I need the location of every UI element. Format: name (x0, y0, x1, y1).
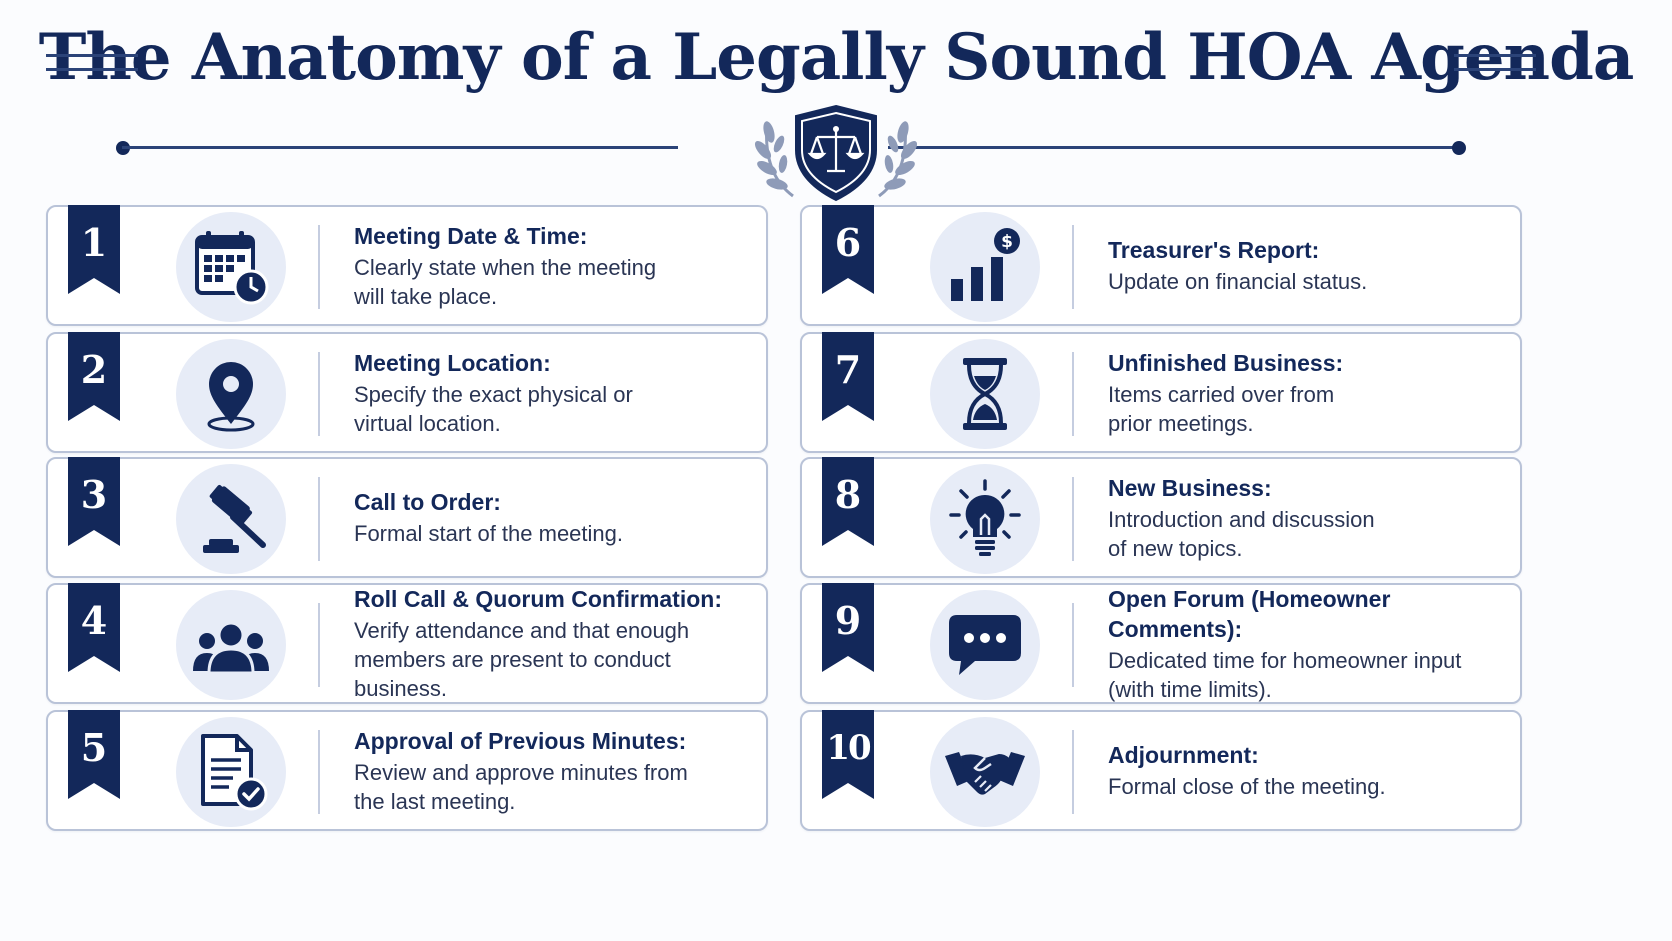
divider (1072, 730, 1074, 814)
item-title: New Business: (1108, 474, 1272, 501)
item-description: Specify the exact physical or virtual location. (354, 381, 633, 436)
item-number: 6 (834, 220, 862, 265)
agenda-item-3 (46, 457, 768, 578)
item-title: Meeting Date & Time: (354, 222, 588, 249)
item-title: Meeting Location: (354, 349, 551, 376)
item-description: Review and approve minutes from the last meeting. (354, 759, 688, 814)
divider (1072, 477, 1074, 561)
divider (318, 477, 320, 561)
icon-badge (176, 717, 286, 827)
icon-badge (930, 590, 1040, 700)
item-number: 1 (80, 220, 108, 265)
calendar-clock-icon (191, 227, 271, 307)
icon-badge (176, 339, 286, 449)
item-number: 10 (826, 728, 870, 768)
icon-badge (176, 212, 286, 322)
item-description: Verify attendance and that enough members are present to conduct business. (354, 618, 690, 701)
item-number: 8 (834, 472, 862, 517)
divider (318, 730, 320, 814)
lightbulb-icon (945, 479, 1025, 559)
item-title: Treasurer's Report: (1108, 237, 1320, 263)
agenda-item-6 (800, 205, 1522, 326)
document-check-icon (191, 732, 271, 812)
location-pin-icon (191, 354, 271, 434)
agenda-item-9 (800, 583, 1522, 704)
item-number: 3 (80, 472, 108, 517)
icon-badge (930, 717, 1040, 827)
handshake-icon (945, 732, 1025, 812)
divider (1072, 225, 1074, 309)
item-description: Introduction and discussion of new topics. (1108, 506, 1375, 561)
title-left-line-bottom (46, 68, 138, 71)
divider (1072, 352, 1074, 436)
speech-bubble-icon (945, 605, 1025, 685)
divider (318, 225, 320, 309)
item-number: 2 (80, 347, 108, 392)
icon-badge (176, 590, 286, 700)
scales-of-justice-shield-icon (733, 104, 939, 204)
divider (318, 352, 320, 436)
icon-badge (930, 464, 1040, 574)
divider (318, 603, 320, 687)
item-number: 7 (834, 347, 862, 392)
agenda-item-4 (46, 583, 768, 704)
agenda-item-5 (46, 710, 768, 831)
bar-chart-dollar-icon (945, 227, 1025, 307)
item-title: Approval of Previous Minutes: (354, 727, 687, 754)
agenda-item-10 (800, 710, 1522, 831)
item-number: 5 (80, 725, 108, 770)
item-number: 4 (80, 598, 108, 643)
icon-badge (930, 339, 1040, 449)
item-number: 9 (834, 598, 862, 643)
svg-text:$: $ (1001, 232, 1013, 252)
agenda-item-7 (800, 332, 1522, 453)
agenda-item-2 (46, 332, 768, 453)
rule-right-dot (1452, 141, 1466, 155)
gavel-icon (191, 479, 271, 559)
icon-badge (176, 464, 286, 574)
item-description: Formal close of the meeting. (1108, 774, 1386, 799)
title-left-line-top (46, 54, 138, 57)
item-description: Items carried over from prior meetings. (1108, 381, 1335, 436)
item-title: Adjournment: (1108, 742, 1259, 768)
item-title: Roll Call & Quorum Confirmation: (354, 586, 722, 612)
icon-badge (930, 212, 1040, 322)
item-description: Formal start of the meeting. (354, 521, 623, 546)
item-description: Clearly state when the meeting will take place. (354, 254, 657, 309)
item-description: Update on financial status. (1108, 269, 1368, 294)
hourglass-icon (945, 354, 1025, 434)
people-group-icon (191, 605, 271, 685)
divider-rule-right (888, 146, 1460, 149)
agenda-item-8 (800, 457, 1522, 578)
item-description: Dedicated time for homeowner input (with time limits). (1108, 647, 1462, 702)
divider (1072, 603, 1074, 687)
agenda-item-1 (46, 205, 768, 326)
title-right-line-top (1454, 54, 1536, 57)
item-title: Open Forum (Homeowner Comments): (1108, 585, 1391, 642)
item-title: Unfinished Business: (1108, 349, 1344, 376)
title-right-line-bottom (1454, 68, 1536, 71)
divider-rule-left (122, 146, 678, 149)
page-title: The Anatomy of a Legally Sound HOA Agenda (38, 20, 1634, 95)
item-title: Call to Order: (354, 489, 501, 515)
